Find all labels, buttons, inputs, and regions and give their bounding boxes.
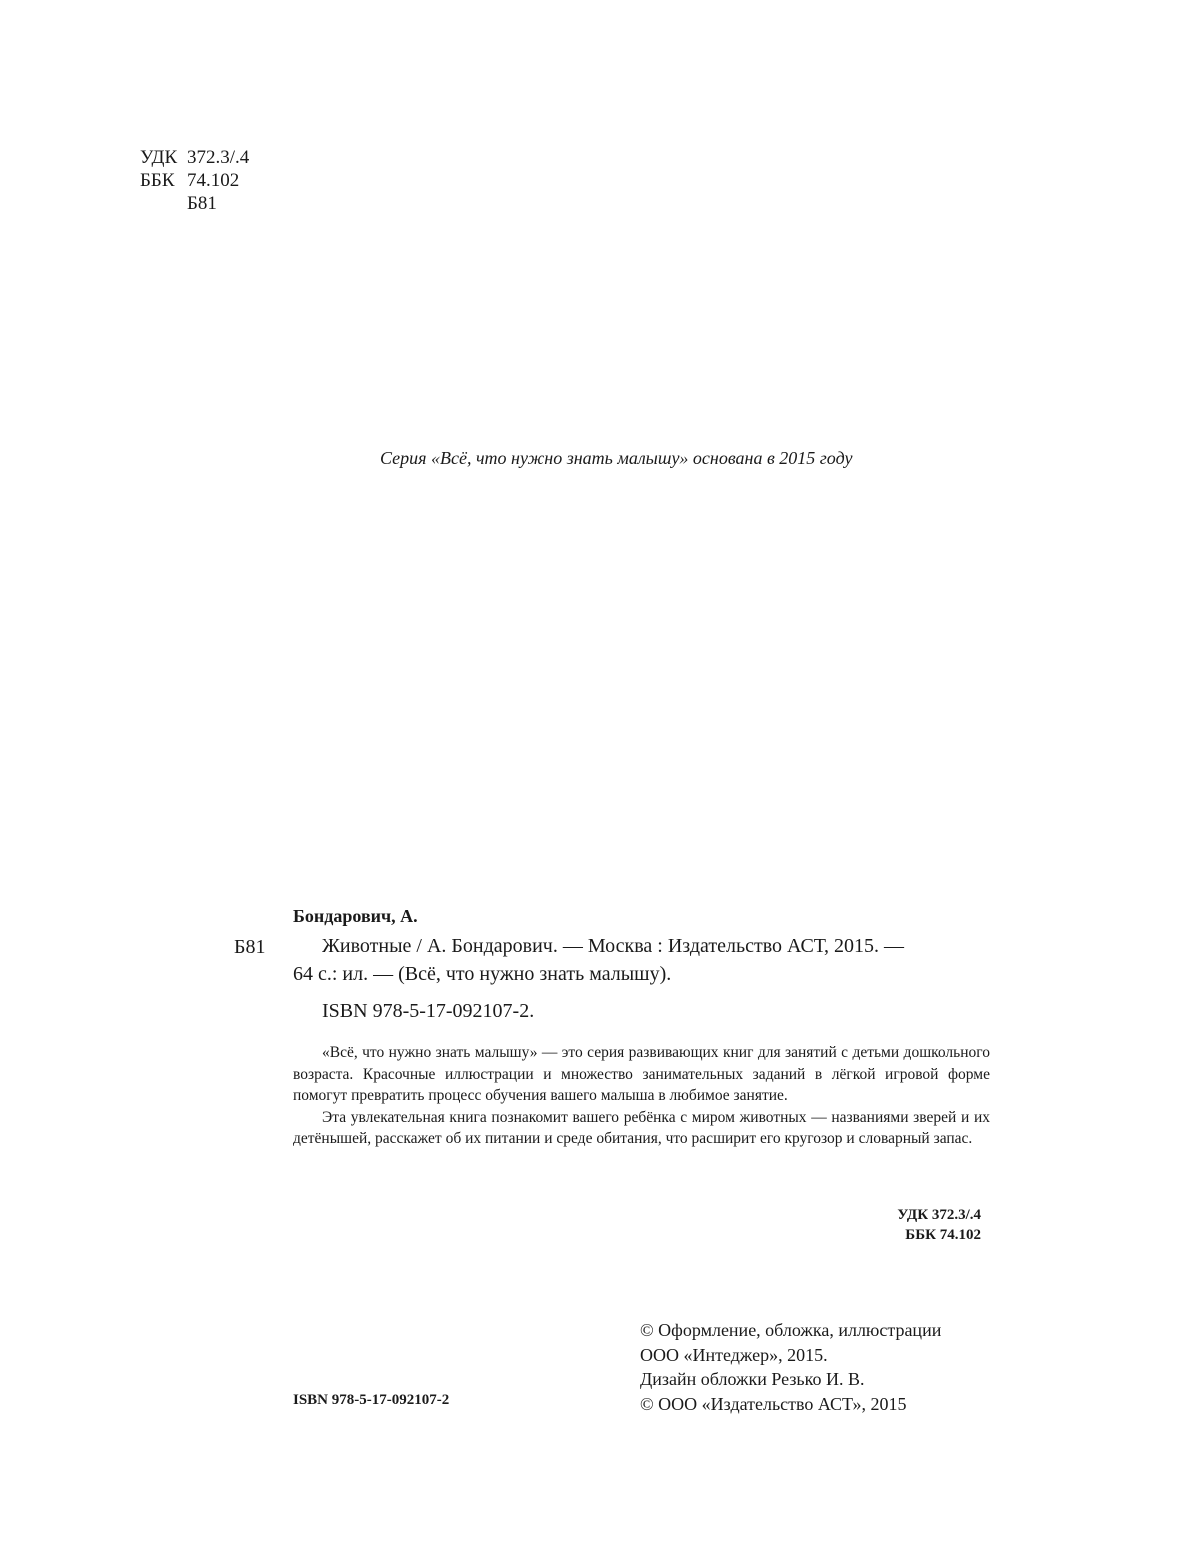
entry-isbn: ISBN 978-5-17-092107-2. bbox=[322, 1000, 535, 1022]
udk-value: 372.3/.4 bbox=[187, 147, 250, 168]
annotation bbox=[293, 1042, 990, 1150]
copyright-block bbox=[640, 1318, 941, 1416]
bbk-line bbox=[140, 169, 249, 192]
entry-author-mark: Б81 bbox=[234, 936, 266, 958]
series-note: Серия «Всё, что нужно знать малышу» основана в 2015 году bbox=[380, 448, 853, 468]
entry-extent-line: 64 с.: ил. — (Всё, что нужно знать малышу). bbox=[293, 963, 672, 985]
entry-title-line: Животные / А. Бондарович. — Москва : Издательство АСТ, 2015. — bbox=[322, 935, 905, 957]
isbn-bottom: ISBN 978-5-17-092107-2 bbox=[293, 1392, 450, 1408]
bbk-label: ББК bbox=[140, 170, 175, 191]
entry-author: Бондарович, А. bbox=[293, 906, 418, 926]
annotation-paragraph-2: Эта увлекательная книга познакомит вашего ребёнка с миром животных — названиями зверей и их детёнышей, расскажет об их питании и среде обитания, что расширит его кругозор и словарный запас. bbox=[293, 1108, 990, 1147]
copyright-line-2: ООО «Интеджер», 2015. bbox=[640, 1344, 828, 1365]
udk-label: УДК bbox=[140, 147, 178, 168]
bbk-bottom: ББК 74.102 bbox=[905, 1227, 981, 1243]
copyright-line-1: © Оформление, обложка, иллюстрации bbox=[640, 1320, 942, 1340]
copyright-line-3: Дизайн обложки Резько И. В. bbox=[640, 1369, 865, 1389]
classification-codes-bottom bbox=[897, 1205, 981, 1245]
bbk-value: 74.102 bbox=[187, 170, 240, 191]
classification-codes-top bbox=[140, 146, 249, 215]
udk-bottom: УДК 372.3/.4 bbox=[897, 1207, 981, 1223]
copyright-line-4: © ООО «Издательство АСТ», 2015 bbox=[640, 1393, 907, 1414]
annotation-paragraph-1: «Всё, что нужно знать малышу» — это серия развивающих книг для занятий с детьми дошкольного возраста. Красочные иллюстрации и множество занимательных заданий в лёгкой игровой форме помогут превратить процесс обучения вашего малыша в любимое занятие. bbox=[293, 1044, 990, 1104]
author-mark-top: Б81 bbox=[187, 193, 217, 214]
udk-line bbox=[140, 146, 249, 169]
